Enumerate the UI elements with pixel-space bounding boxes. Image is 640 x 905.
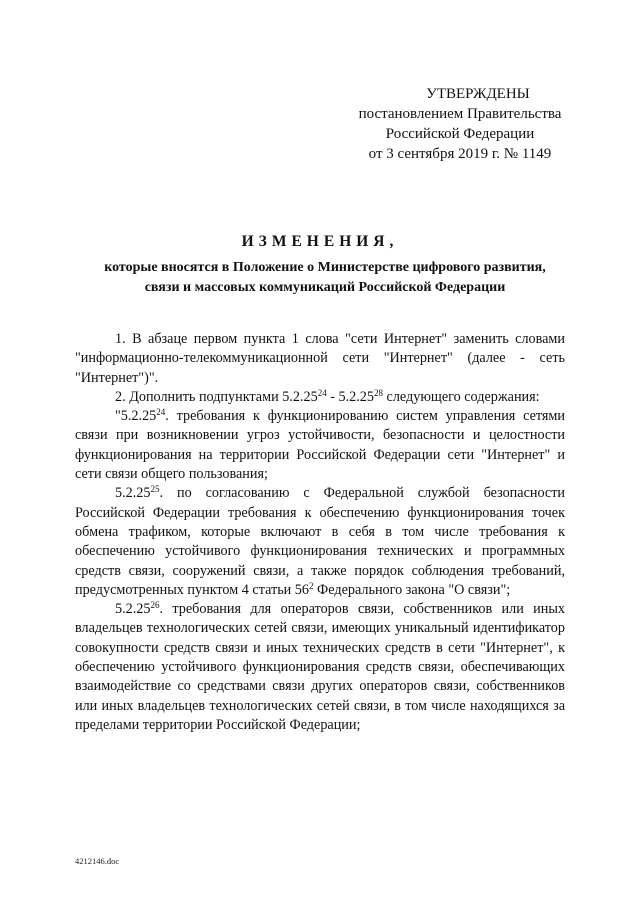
approved-by-line: постановлением Правительства bbox=[358, 106, 562, 122]
paragraph-5 bbox=[75, 600, 565, 735]
paragraph-4-text-b: . по согласованию с Федеральной службой безопасности Российской Федерации требования к обеспечению функционирования точек обмена трафиком, которые включают в себя в том числе требования к обеспечению устойчивого функционирования технических и программных средств связи, сооружений связи, а также порядок соблюдения требований, предусмотренных пунктом 4 статьи 56 bbox=[75, 485, 565, 598]
paragraph-2-text-b: - 5.2.25 bbox=[326, 388, 374, 405]
paragraph-3-text-b: . требования к функционированию систем управления сетями связи при возникновении угроз устойчивости, безопасности и целостности функционирования на территории Российской Федерации сети "Интернет" и сети связи общего пользования; bbox=[75, 408, 565, 483]
paragraph-1-text: 1. В абзаце первом пункта 1 слова "сети Интернет" заменить словами "информационно-телекоммуникационной сети "Интернет" (далее - сеть "Интернет")". bbox=[75, 331, 565, 386]
superscript: 28 bbox=[373, 387, 383, 398]
paragraph-3-text-a: "5.2.25 bbox=[115, 408, 157, 425]
paragraph-2-text-a: 2. Дополнить подпунктами 5.2.25 bbox=[115, 388, 318, 405]
paragraph-5-text-b: . требования для операторов связи, собственников или иных владельцев технологических сетей связи, имеющих уникальный идентификатор совокупности средств связи и иных технических средств в сети "Интернет", к обеспечению устойчивого функционирования средств связи, обеспечивающих взаимодействие со средствами связи других операторов связи, собственников или иных владельцев технологических сетей связи, в том числе находящихся за пределами территории Российской Федерации; bbox=[75, 601, 565, 733]
subtitle-line-2: связи и массовых коммуникаций Российской Федерации bbox=[144, 280, 506, 295]
paragraph-4-text-a: 5.2.25 bbox=[115, 485, 151, 502]
approved-heading: УТВЕРЖДЕНЫ bbox=[426, 86, 530, 102]
document-subtitle bbox=[40, 258, 610, 298]
paragraph-5-text-a: 5.2.25 bbox=[115, 601, 151, 618]
paragraph-4 bbox=[75, 484, 565, 600]
superscript: 25 bbox=[150, 484, 160, 495]
paragraph-1 bbox=[75, 330, 565, 388]
superscript: 24 bbox=[317, 387, 327, 398]
paragraph-3 bbox=[75, 407, 565, 484]
document-body bbox=[75, 330, 565, 735]
approval-stamp bbox=[300, 84, 620, 164]
approved-date-line: от 3 сентября 2019 г. № 1149 bbox=[368, 146, 552, 162]
subtitle-line-1: которые вносятся в Положение о Министерстве цифрового развития, bbox=[104, 260, 546, 275]
paragraph-2-text-c: следующего содержания: bbox=[382, 388, 540, 405]
file-name-footer: 4212146.doc bbox=[75, 856, 120, 866]
superscript: 24 bbox=[156, 407, 166, 418]
approved-government-line: Российской Федерации bbox=[385, 126, 535, 142]
paragraph-4-text-c: Федерального закона "О связи"; bbox=[313, 581, 511, 598]
superscript: 26 bbox=[150, 600, 160, 611]
document-title: ИЗМЕНЕНИЯ, bbox=[241, 233, 399, 250]
superscript: 2 bbox=[309, 580, 314, 591]
paragraph-2 bbox=[75, 388, 565, 407]
